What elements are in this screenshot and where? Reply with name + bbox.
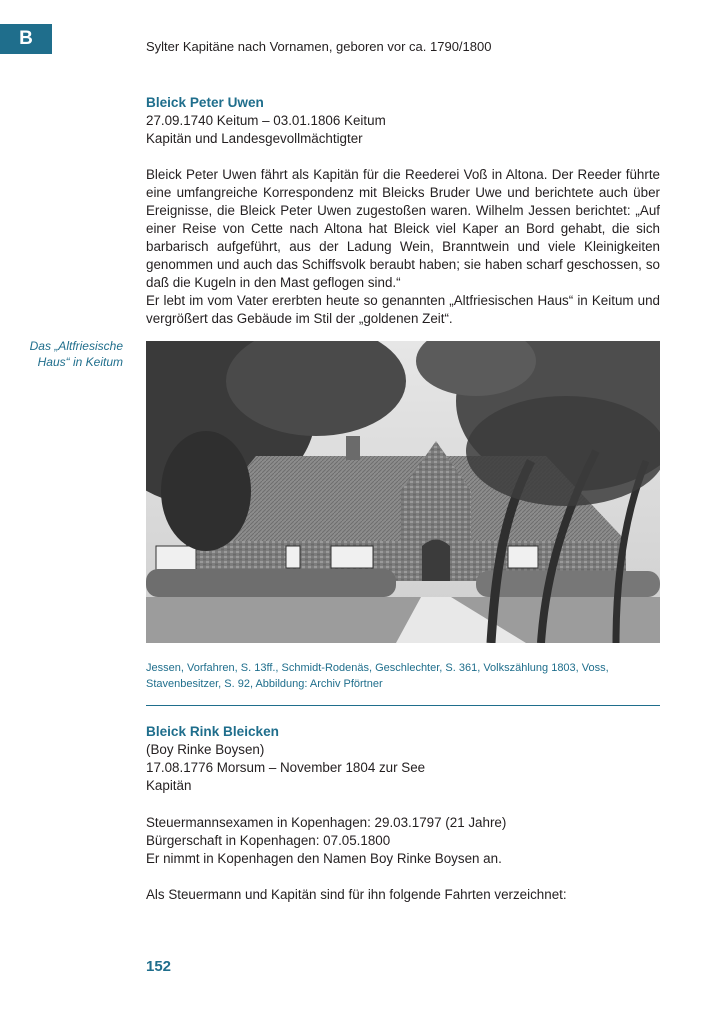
entry-name: Bleick Rink Bleicken — [146, 724, 279, 739]
entry-facts — [146, 814, 660, 868]
entry-alias: (Boy Rinke Boysen) — [146, 742, 265, 757]
entry-dates: 17.08.1776 Morsum – November 1804 zur See — [146, 760, 426, 775]
voyages-intro-text: Als Steuermann und Kapitän sind für ihn folgende Fahrten verzeichnet: — [146, 887, 567, 902]
entry-name: Bleick Peter Uwen — [146, 95, 264, 110]
section-divider — [146, 705, 660, 706]
entry-dates: 27.09.1740 Keitum – 03.01.1806 Keitum — [146, 113, 386, 128]
page-number: 152 — [146, 958, 172, 975]
fact-line: Steuermannsexamen in Kopenhagen: 29.03.1797 (21 Jahre) — [146, 815, 507, 830]
running-head: Sylter Kapitäne nach Vornamen, geboren vor ca. 1790/1800 — [146, 39, 492, 54]
entry-header-bleick-peter-uwen — [146, 94, 660, 148]
entry-role: Kapitän — [146, 778, 192, 793]
voyages-intro — [146, 886, 660, 904]
photo-caption: Das „Altfriesische Haus“ in Keitum — [29, 339, 123, 369]
fact-line: Er nimmt in Kopenhagen den Namen Boy Rinke Boysen an. — [146, 851, 502, 866]
entry-paragraph-text: Bleick Peter Uwen fährt als Kapitän für die Reederei Voß in Altona. Der Reeder führte eine umfangreiche Korrespondenz mit Bleicks Bruder Uwe und berichtete auch über Ereignisse, die Bleick Peter Uwen zugestoßen waren. Wilhelm Jessen berichtet: „Auf einer Reise von Cette nach Altona hat Bleick viel Kaper an Bord gehabt, die sich barbarisch aufgeführt, aus der Ladung Wein, Branntwein und viele Kleinigkeiten genommen und auch das Schiffsvolk beraubt haben; sie haben scharf geschossen, so daß die Kugeln in den Mast geflogen sind.“ — [146, 167, 660, 290]
chapter-letter-tab: B — [0, 24, 52, 54]
entry-paragraph-text: Er lebt im vom Vater ererbten heute so genannten „Altfriesischen Haus“ in Keitum und vergrößert das Gebäude im Stil der „goldenen Zeit“. — [146, 293, 660, 326]
fact-line: Bürgerschaft in Kopenhagen: 07.05.1800 — [146, 833, 391, 848]
source-note: Jessen, Vorfahren, S. 13ff., Schmidt-Rodenäs, Geschlechter, S. 361, Volkszählung 1803, Voss, Stavenbesitzer, S. 92, Abbildung: Archiv Pförtner — [146, 662, 609, 690]
entry-paragraph — [146, 166, 660, 292]
entry-role: Kapitän und Landesgevollmächtigter — [146, 131, 363, 146]
house-photograph — [146, 341, 660, 643]
house-photograph-drawing — [146, 341, 660, 643]
entry-header-bleick-rink-bleicken — [146, 723, 660, 795]
entry-paragraph — [146, 292, 660, 328]
